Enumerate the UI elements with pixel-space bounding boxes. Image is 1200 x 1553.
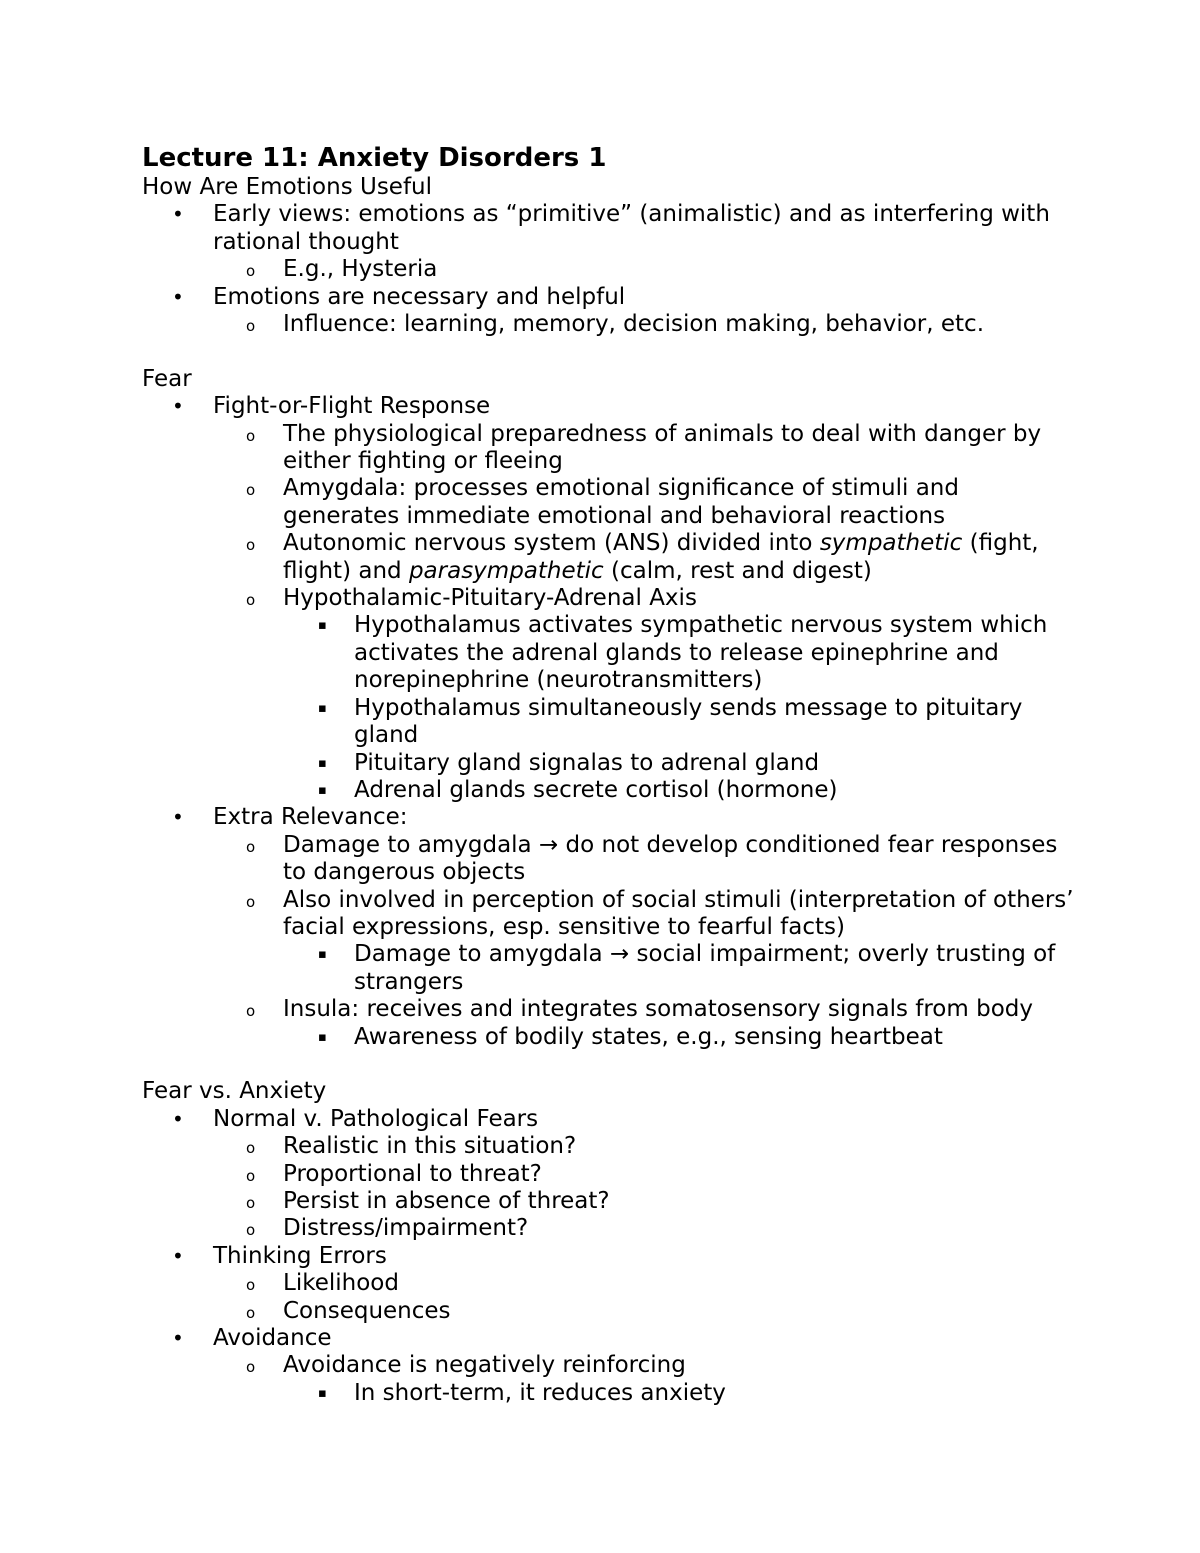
ans-text-pre: Autonomic nervous system (ANS) divided into bbox=[283, 530, 820, 557]
square-bullet-icon: ▪ bbox=[318, 1385, 327, 1401]
circle-bullet-icon: o bbox=[246, 837, 256, 856]
list-item bbox=[142, 1298, 1082, 1325]
square-bullet-icon: ▪ bbox=[318, 618, 327, 634]
item-text: Hypothalamus activates sympathetic nervous system which activates the adrenal glands to release epinephrine and norepinephrine (neurotransmitters) bbox=[354, 612, 1048, 694]
list-item bbox=[142, 832, 1082, 887]
list-item bbox=[142, 1243, 1082, 1270]
circle-bullet-icon: o bbox=[246, 1194, 256, 1212]
circle-bullet-icon: o bbox=[246, 591, 256, 610]
circle-bullet-icon: o bbox=[246, 536, 256, 555]
paragraph-gap bbox=[142, 338, 1082, 365]
ans-parasympathetic: parasympathetic bbox=[408, 557, 604, 584]
list-item bbox=[142, 475, 1082, 530]
item-text: Also involved in perception of social stimuli (interpretation of others’ facial expressions, esp. sensitive to fearful facts) bbox=[283, 886, 1074, 940]
list-item bbox=[142, 256, 1082, 283]
list-item bbox=[142, 1215, 1082, 1242]
circle-bullet-icon: o bbox=[246, 1358, 256, 1377]
item-text: E.g., Hysteria bbox=[283, 256, 438, 283]
item-text: Damage to amygdala → social impairment; overly trusting of strangers bbox=[354, 941, 1056, 995]
square-bullet-icon: ▪ bbox=[318, 947, 327, 963]
item-text: Hypothalamus simultaneously sends message to pituitary gland bbox=[354, 694, 1023, 749]
list-item bbox=[142, 1352, 1082, 1379]
list-item bbox=[142, 695, 1082, 750]
list-item bbox=[142, 421, 1082, 476]
list-item bbox=[142, 1106, 1082, 1133]
item-text: Extra Relevance: bbox=[213, 804, 408, 831]
bullet-icon: • bbox=[172, 284, 184, 309]
list-item bbox=[142, 804, 1082, 831]
list-item bbox=[142, 612, 1082, 694]
square-bullet-icon: ▪ bbox=[318, 782, 327, 798]
list-item bbox=[142, 1325, 1082, 1352]
item-text: Persist in absence of threat? bbox=[283, 1188, 610, 1214]
bullet-icon: • bbox=[172, 1326, 184, 1351]
circle-bullet-icon: o bbox=[246, 1303, 256, 1322]
item-text: Influence: learning, memory, decision making, behavior, etc. bbox=[283, 311, 985, 338]
item-text: Distress/impairment? bbox=[283, 1215, 529, 1242]
page-title: Lecture 11: Anxiety Disorders 1 bbox=[142, 143, 607, 173]
square-bullet-icon: ▪ bbox=[318, 700, 327, 716]
square-bullet-icon: ▪ bbox=[318, 755, 327, 771]
ans-sympathetic: sympathetic bbox=[819, 530, 963, 557]
list-item bbox=[142, 1024, 1082, 1051]
item-text: Adrenal glands secrete cortisol (hormone) bbox=[354, 776, 838, 803]
item-text: Normal v. Pathological Fears bbox=[213, 1105, 539, 1132]
list-item bbox=[142, 1270, 1082, 1297]
section-heading: How Are Emotions Useful bbox=[142, 174, 433, 200]
circle-bullet-icon: o bbox=[246, 1166, 256, 1185]
item-text: Amygdala: processes emotional significance of stimuli and generates immediate emotional and behavioral reactions bbox=[283, 475, 959, 529]
bullet-icon: • bbox=[172, 202, 184, 227]
item-text: Insula: receives and integrates somatosensory signals from body bbox=[283, 996, 1033, 1023]
bullet-icon: • bbox=[172, 805, 184, 830]
ans-text-mid: (fight, flight) and bbox=[283, 530, 1039, 584]
section-heading: Fear vs. Anxiety bbox=[142, 1078, 327, 1105]
item-text: In short-term, it reduces anxiety bbox=[354, 1379, 726, 1406]
circle-bullet-icon: o bbox=[246, 481, 256, 500]
item-text: The physiological preparedness of animals to deal with danger by either fighting or fleeing bbox=[283, 420, 1042, 475]
circle-bullet-icon: o bbox=[246, 1139, 256, 1158]
item-text: Likelihood bbox=[283, 1270, 399, 1297]
circle-bullet-icon: o bbox=[246, 892, 256, 911]
circle-bullet-icon: o bbox=[246, 1276, 256, 1295]
bullet-list bbox=[142, 1106, 1082, 1407]
ans-text-post: (calm, rest and digest) bbox=[603, 557, 872, 584]
item-text: Avoidance is negatively reinforcing bbox=[283, 1352, 686, 1379]
item-text: Consequences bbox=[283, 1297, 451, 1324]
list-item bbox=[142, 284, 1082, 311]
section-fear-vs-anxiety bbox=[142, 1078, 1082, 1407]
section-emotions-useful bbox=[142, 174, 1082, 338]
item-text: Fight-or-Flight Response bbox=[213, 393, 491, 420]
list-item bbox=[142, 941, 1082, 996]
item-text: Avoidance bbox=[213, 1325, 332, 1352]
circle-bullet-icon: o bbox=[246, 1002, 256, 1021]
list-item bbox=[142, 585, 1082, 612]
list-item bbox=[142, 887, 1082, 942]
bullet-list bbox=[142, 201, 1082, 338]
item-text: Hypothalamic-Pituitary-Adrenal Axis bbox=[283, 585, 697, 612]
list-item bbox=[142, 393, 1082, 420]
item-text: Emotions are necessary and helpful bbox=[213, 283, 626, 310]
circle-bullet-icon: o bbox=[246, 317, 256, 336]
item-text: Awareness of bodily states, e.g., sensing heartbeat bbox=[354, 1023, 943, 1050]
item-text: Early views: emotions as “primitive” (animalistic) and as interfering with rational thought bbox=[213, 201, 1050, 255]
circle-bullet-icon: o bbox=[246, 1221, 256, 1240]
list-item bbox=[142, 311, 1082, 338]
item-text: Proportional to threat? bbox=[283, 1160, 542, 1187]
item-text: Thinking Errors bbox=[213, 1242, 387, 1269]
list-item bbox=[142, 750, 1082, 777]
item-text: Damage to amygdala → do not develop conditioned fear responses to dangerous objects bbox=[283, 831, 1058, 886]
list-item bbox=[142, 1188, 1082, 1215]
bullet-list bbox=[142, 393, 1082, 1051]
list-item bbox=[142, 777, 1082, 804]
paragraph-gap bbox=[142, 1051, 1082, 1078]
document-body bbox=[142, 142, 1082, 1407]
bullet-icon: • bbox=[172, 394, 184, 419]
item-text: Realistic in this situation? bbox=[283, 1133, 577, 1160]
list-item bbox=[142, 1380, 1082, 1407]
item-text: Pituitary gland signalas to adrenal gland bbox=[354, 749, 820, 776]
section-heading: Fear bbox=[142, 365, 192, 392]
square-bullet-icon: ▪ bbox=[318, 1029, 327, 1045]
circle-bullet-icon: o bbox=[246, 426, 256, 445]
list-item bbox=[142, 1161, 1082, 1188]
bullet-icon: • bbox=[172, 1106, 184, 1131]
list-item bbox=[142, 996, 1082, 1023]
list-item bbox=[142, 1133, 1082, 1160]
section-fear bbox=[142, 366, 1082, 1051]
list-item bbox=[142, 530, 1082, 585]
circle-bullet-icon: o bbox=[246, 262, 256, 281]
bullet-icon: • bbox=[172, 1243, 184, 1268]
list-item bbox=[142, 201, 1082, 256]
